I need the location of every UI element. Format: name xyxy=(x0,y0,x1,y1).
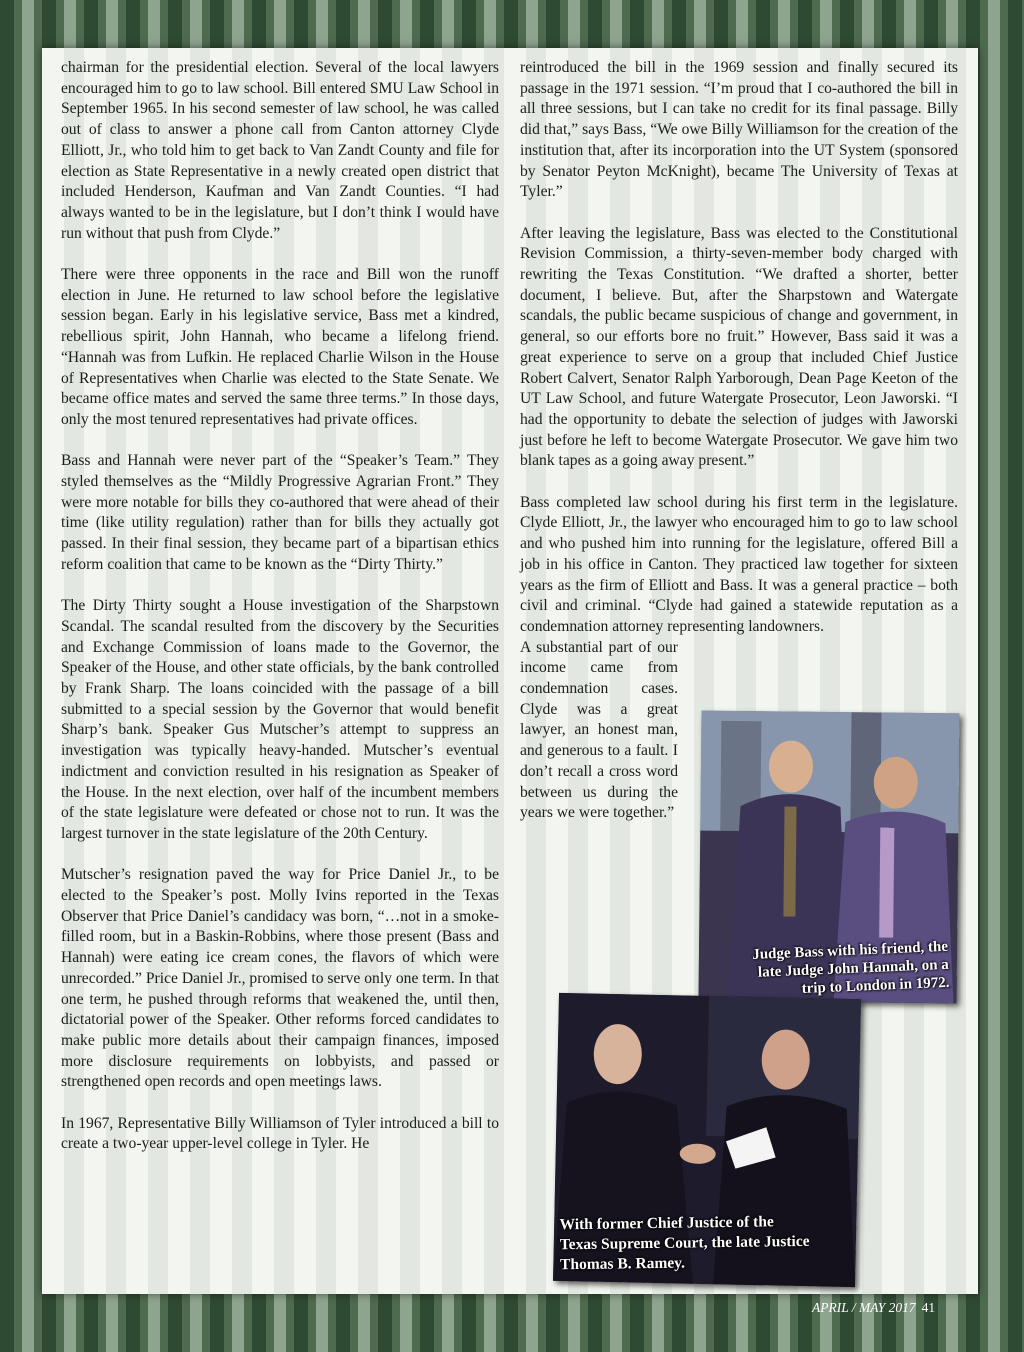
paragraph: reintroduced the bill in the 1969 session and finally secured its passage in the 1971 session. “I’m proud that I co-authored the bill in all three sessions, but I can take no credit for its final passage. Billy did that,” says Bass, “We owe Billy Williamson for the creation of the institution that, after its incorporation into the UT System (sponsored by Senator Peyton McKnight), became The University of Texas at Tyler.” xyxy=(520,59,958,201)
paragraph: After leaving the legislature, Bass was elected to the Constitutional Revision Commission, a thirty-seven-member body charged with rewriting the Texas Constitution. “We drafted a shorter, better document, I believe. But, after the Sharpstown and Watergate scandals, the public became suspicious of change and government, in general, so our efforts bore no fruit.” However, Bass said it was a great experience to serve on a group that included Chief Justice Robert Calvert, Senator Ralph Yarborough, Dean Page Keeton of the UT Law School, and future Watergate Prosecutor, Leon Jaworski. “I had the opportunity to debate the selection of judges with Jaworski just before he left to become Watergate Prosecutor. We gave him two blank tapes as a going away present.” xyxy=(520,224,958,470)
paragraph: Mutscher’s resignation paved the way for Price Daniel Jr., to be elected to the Speaker’s post. Molly Ivins reported in the Texas Observer that Price Daniel’s candidacy was born, “…not in a smoke-filled room, but in a Baskin-Robbins, where those present (Bass and Hannah) were eating ice cream cones, the flavors of which were unrecorded.” Price Daniel Jr., promised to serve only one term. In that one term, he pushed through reforms that weakened the, until then, dictatorial power of the Speaker. Other reforms forced candidates to make public more details about their campaign finances, imposed more disclosure requirements on lobbyists, and passed or strengthened open records and open meetings laws. xyxy=(61,866,499,1091)
left-column xyxy=(61,58,499,1176)
paragraph: Bass and Hannah were never part of the “Speaker’s Team.” They styled themselves as the “Mildly Progressive Agrarian Front.” They were more notable for bills they co-authored that were ahead of their time (like utility regulation) rather than for bills they actually got passed. In their final session, they became part of a bipartisan ethics reform coalition that came to be known as the “Dirty Thirty.” xyxy=(61,452,499,573)
paragraph: chairman for the presidential election. Several of the local lawyers encouraged him to go to law school. Bill entered SMU Law School in September 1965. In his second semester of law school, he was called out of class to answer a phone call from Canton attorney Clyde Elliott, Jr., who told him to get back to Van Zandt County and file for election as State Representative in a newly created open district that included Henderson, Kaufman and Van Zandt Counties. “I had always wanted to be in the legislature, but I don’t think I would have run without that push from Clyde.” xyxy=(61,59,499,242)
photo-supreme-court-caption: With former Chief Justice of the Texas Supreme Court, the late Justice Thomas B. Ramey. xyxy=(559,1213,810,1274)
photo-london-caption: Judge Bass with his friend, the late Judge John Hannah, on a trip to London in 1972. xyxy=(751,938,950,997)
paragraph: There were three opponents in the race and Bill won the runoff election in June. He returned to law school before the legislative session began. Early in his legislative service, Bass met a kindred, rebellious spirit, John Hannah, who became a lifelong friend. “Hannah was from Lufkin. He replaced Charlie Wilson in the House of Representatives when Charlie was elected to the State Senate. We became office mates and served the same three terms.” In those days, only the most tenured representatives had private offices. xyxy=(61,266,499,428)
paragraph: Bass completed law school during his first term in the legislature. Clyde Elliott, Jr., the lawyer who encouraged him to go to law school and who pushed him into running for the legislature, offered Bill a job in his office in Canton. They practiced law together for sixteen years as the firm of Elliott and Bass. It was a general practice – both civil and criminal. “Clyde had gained a statewide reputation as a condemnation attorney representing landowners. xyxy=(520,493,958,635)
photo-supreme-court xyxy=(553,993,861,1287)
photo-london xyxy=(698,711,959,1004)
paragraph: In 1967, Representative Billy Williamson of Tyler introduced a bill to create a two-year upper-level college in Tyler. He xyxy=(61,1114,499,1153)
issue-date: APRIL / MAY 2017 xyxy=(812,1300,916,1315)
page-folio xyxy=(812,1300,935,1316)
paragraph: The Dirty Thirty sought a House investigation of the Sharpstown Scandal. The scandal resulted from the discovery by the Securities and Exchange Commission of loans made to the Governor, the Speaker of the House, and other state officials, by the bank controlled by Frank Sharp. The loans coincided with the passage of a bill submitted to a special session by the Governor that would benefit Sharp’s bank. Speaker Gus Mutscher’s attempt to suppress an investigation was typically heavy-handed. Mutscher’s eventual indictment and conviction resulted in his resignation as Speaker of the House. In the next election, over half of the incumbent members of the state legislature were defeated or chose not to run. It was the largest turnover in the state legislature of the 20th Century. xyxy=(61,597,499,842)
paragraph-wrapped: A substantial part of our income came from condemnation cases. Clyde was a great lawyer, an honest man, and generous to a fault. I don’t recall a cross word between us during the years we were together.” xyxy=(520,638,678,822)
page-number: 41 xyxy=(921,1300,936,1315)
